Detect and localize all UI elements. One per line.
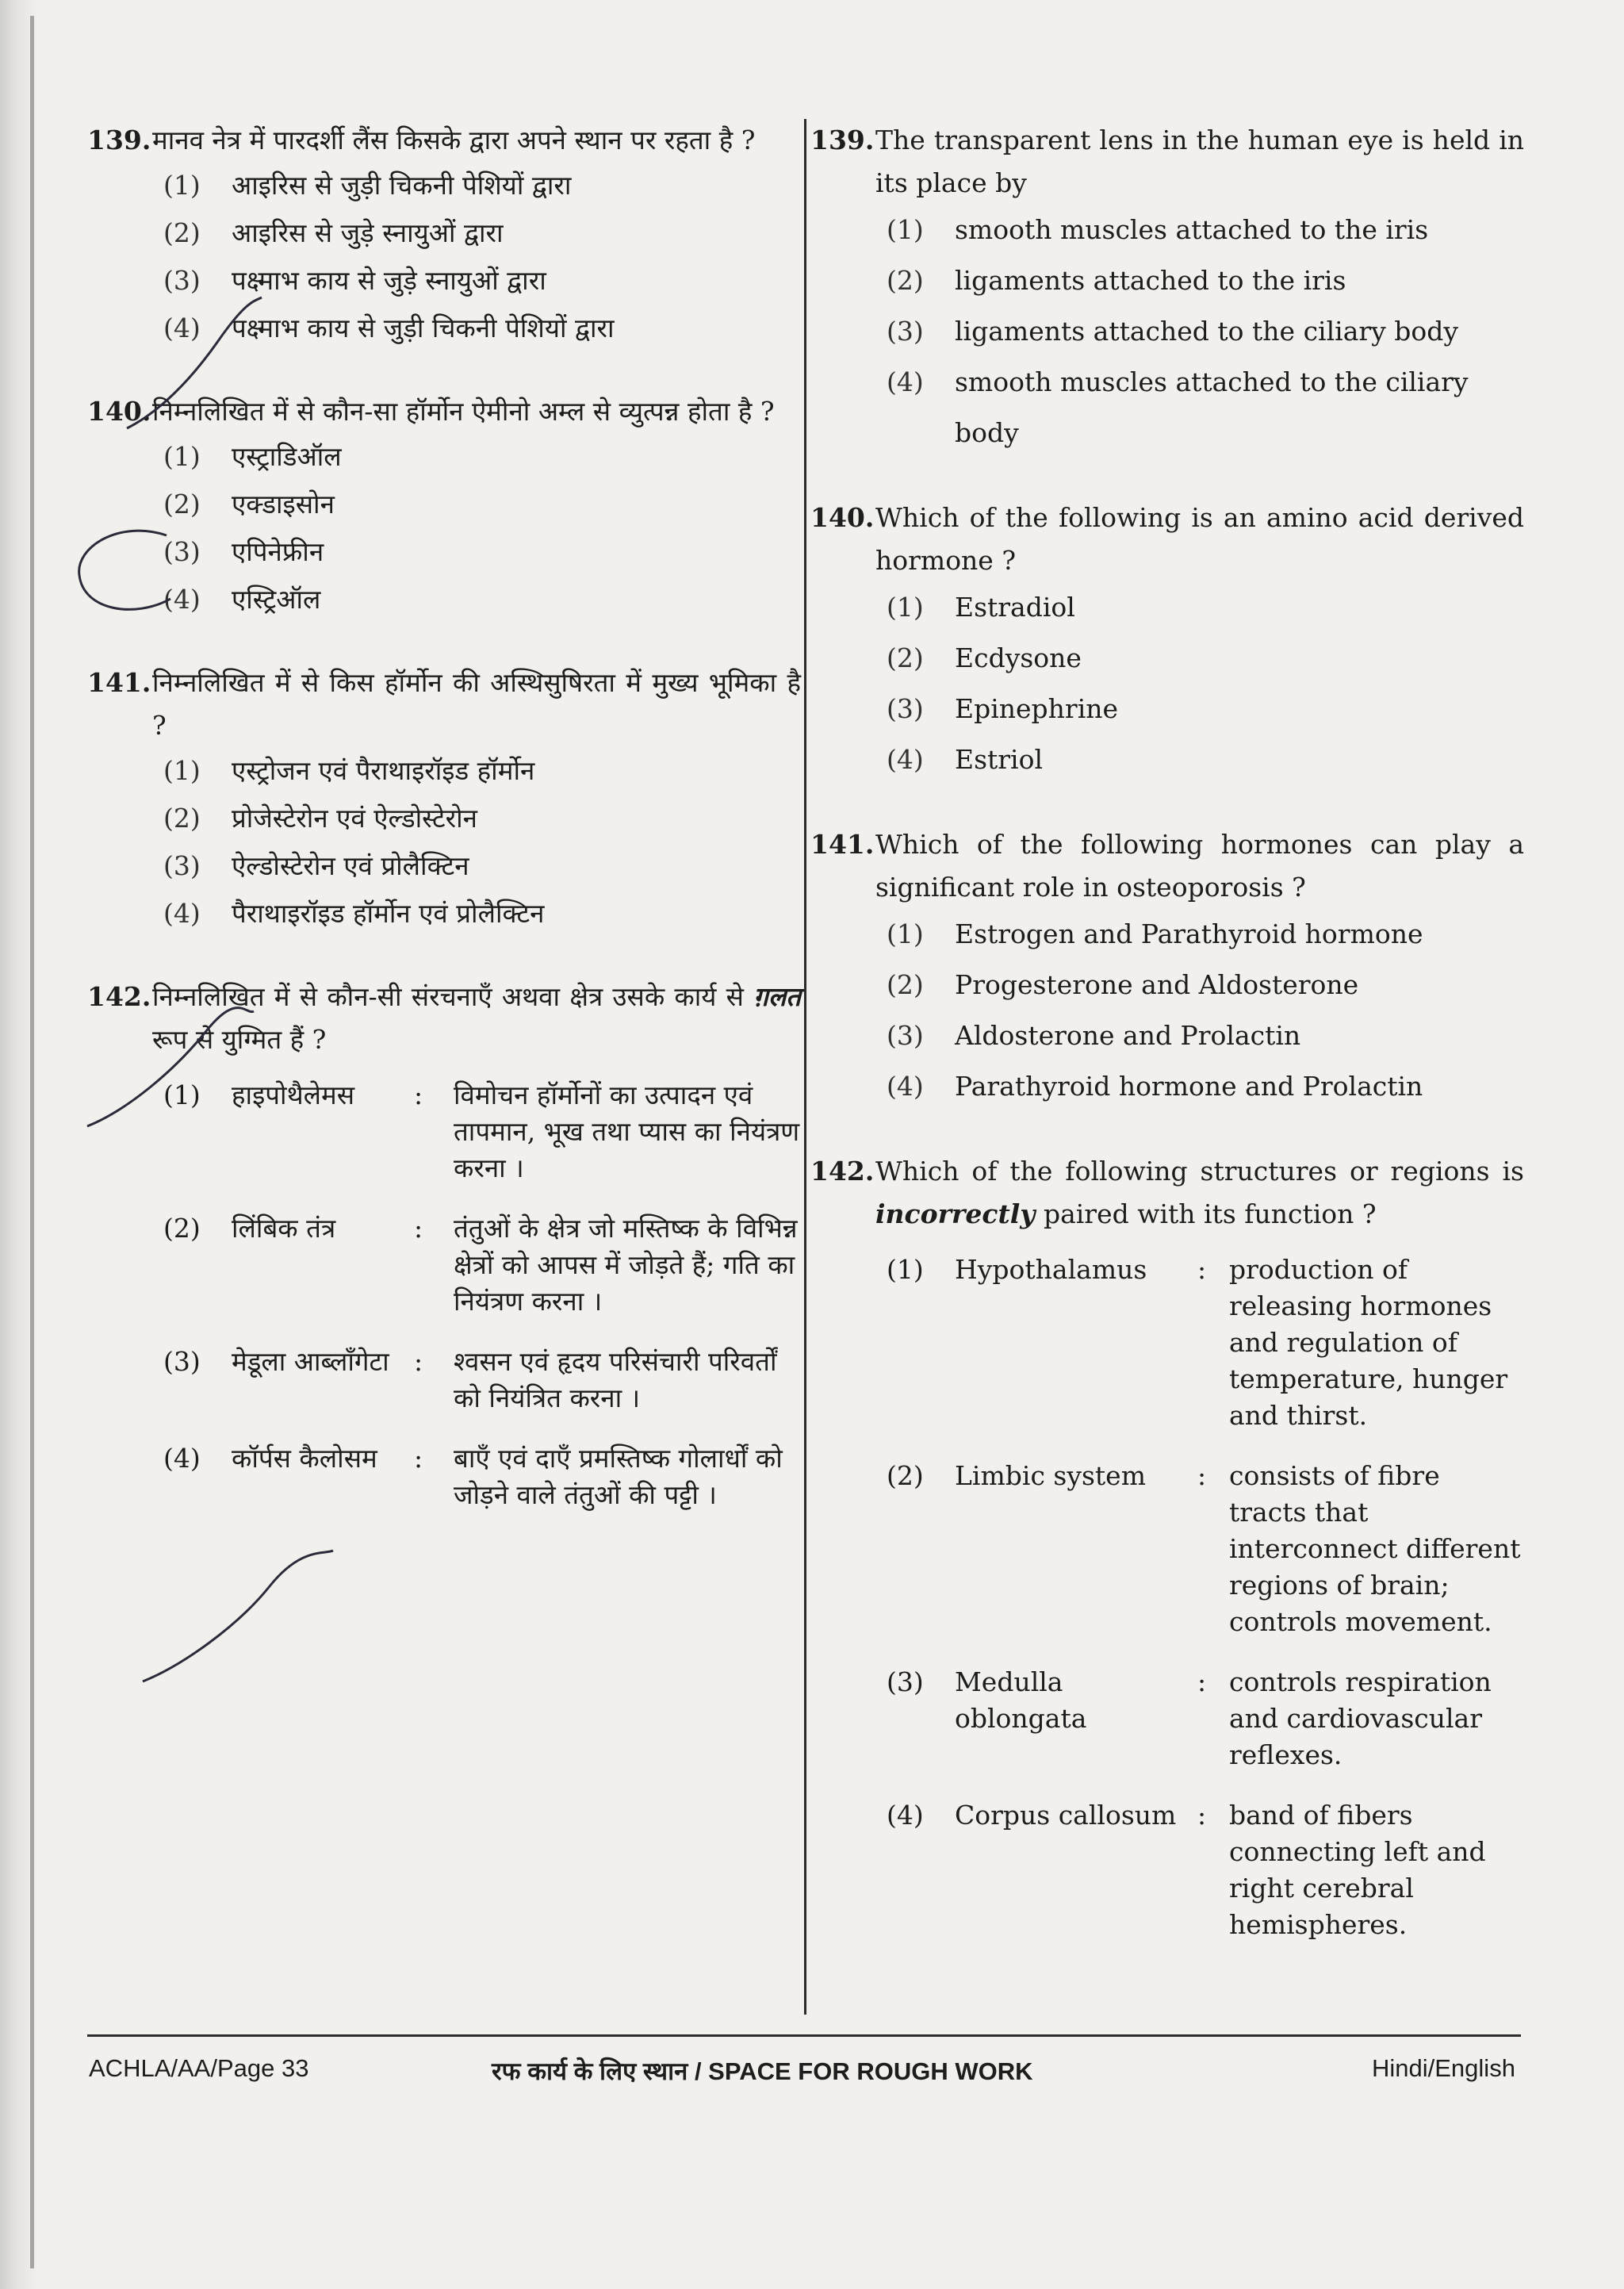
question-text: Which of the following is an amino acid derived hormone ? xyxy=(875,502,1524,576)
question-139-english xyxy=(810,119,1524,458)
colon: : xyxy=(414,1079,423,1110)
question-text-part: रूप से युग्मित हैं ? xyxy=(152,1024,327,1055)
option xyxy=(163,576,801,623)
structure-name: मेडूला आब्लॉंगेटा xyxy=(232,1346,389,1377)
colon: : xyxy=(414,1346,423,1377)
option xyxy=(163,257,801,305)
option-text: प्रोजेस्टेरोन एवं ऐल्डोस्टेरोन xyxy=(232,803,477,834)
structure-name: कॉर्पस कैलोसम xyxy=(232,1443,377,1474)
option-number: (1) xyxy=(163,170,201,201)
question-141-hindi xyxy=(87,661,801,937)
colon: : xyxy=(414,1213,423,1244)
option xyxy=(163,162,801,209)
option-text: पक्ष्माभ काय से जुड़े स्नायुओं द्वारा xyxy=(232,265,546,296)
option xyxy=(887,633,1524,684)
option xyxy=(163,481,801,528)
option-text: आइरिस से जुड़ी चिकनी पेशियों द्वारा xyxy=(232,170,572,201)
option-text: ऐल्डोस्टेरोन एवं प्रोलैक्टिन xyxy=(232,850,469,881)
option-number: (4) xyxy=(887,366,924,397)
option xyxy=(887,1010,1524,1061)
colon: : xyxy=(1197,1800,1207,1831)
function-text: band of fibers connecting left and right cerebral hemispheres. xyxy=(1229,1800,1486,1940)
option-text: एस्ट्राडिऑल xyxy=(232,441,342,472)
colon: : xyxy=(414,1443,423,1474)
option-number: (2) xyxy=(163,489,201,520)
option xyxy=(887,205,1524,255)
option-text: Parathyroid hormone and Prolactin xyxy=(955,1071,1423,1102)
structure-name: Hypothalamus xyxy=(955,1254,1147,1285)
option-number: (2) xyxy=(887,642,924,673)
function-text: consists of fibre tracts that interconnect different regions of brain; controls movement. xyxy=(1229,1460,1521,1637)
footer-rule xyxy=(87,2034,1521,2037)
question-142-hindi xyxy=(87,976,801,1513)
function-text: तंतुओं के क्षेत्र जो मस्तिष्क के विभिन्न क्षेत्रों को आपस में जोड़ते हैं; गति का नियंत्रण करना । xyxy=(454,1213,798,1317)
option-number: (4) xyxy=(163,1443,201,1474)
question-number: 140. xyxy=(810,502,875,533)
question-number: 141. xyxy=(87,667,151,698)
column-divider xyxy=(804,119,806,2015)
question-139-hindi xyxy=(87,119,801,352)
option-number: (1) xyxy=(887,1254,924,1285)
option-number: (1) xyxy=(887,592,924,623)
language-label: Hindi/English xyxy=(1372,2054,1515,2082)
question-141-english xyxy=(810,823,1524,1112)
question-text: Which of the following hormones can play a significant role in osteoporosis ? xyxy=(875,829,1524,903)
match-row xyxy=(887,1797,1524,1943)
structure-name: Corpus callosum xyxy=(955,1800,1177,1831)
option xyxy=(887,357,1524,458)
option-number: (3) xyxy=(163,1346,201,1377)
function-text: production of releasing hormones and regulation of temperature, hunger and thirst. xyxy=(1229,1254,1508,1431)
option xyxy=(163,433,801,481)
question-number: 139. xyxy=(810,125,875,155)
question-text: मानव नेत्र में पारदर्शी लैंस किसके द्वारा अपने स्थान पर रहता है ? xyxy=(152,125,756,155)
question-number: 142. xyxy=(810,1156,875,1187)
english-column xyxy=(810,119,1524,1981)
colon: : xyxy=(1197,1666,1207,1697)
option-text: आइरिस से जुड़े स्नायुओं द्वारा xyxy=(232,217,504,248)
option-text: smooth muscles attached to the ciliary body xyxy=(955,366,1469,448)
structure-name: Limbic system xyxy=(955,1460,1147,1491)
function-text: बाएँ एवं दाएँ प्रमस्तिष्क गोलार्धों को जोड़ने वाले तंतुओं की पट्टी । xyxy=(454,1443,783,1510)
option-text: Estrogen and Parathyroid hormone xyxy=(955,918,1423,949)
question-text xyxy=(875,1150,1524,1236)
option-text: पैराथाइरॉइड हॉर्मोन एवं प्रोलैक्टिन xyxy=(232,898,545,929)
option-number: (4) xyxy=(887,744,924,775)
option-text: Ecdysone xyxy=(955,642,1082,673)
option xyxy=(163,890,801,937)
option-number: (1) xyxy=(887,214,924,245)
structure-name: Medulla oblongata xyxy=(955,1666,1087,1734)
option-text: smooth muscles attached to the iris xyxy=(955,214,1429,245)
hindi-column xyxy=(87,119,801,1551)
option-number: (3) xyxy=(887,316,924,347)
option-number: (2) xyxy=(163,803,201,834)
rough-work-label: रफ कार्य के लिए स्थान / SPACE FOR ROUGH WORK xyxy=(492,2057,1033,2085)
option-number: (4) xyxy=(887,1800,924,1831)
option-text: एक्डाइसोन xyxy=(232,489,335,520)
question-140-hindi xyxy=(87,390,801,623)
match-row xyxy=(887,1252,1524,1434)
colon: : xyxy=(1197,1254,1207,1285)
option xyxy=(163,528,801,576)
option xyxy=(163,209,801,257)
option-number: (1) xyxy=(163,755,201,786)
option-number: (2) xyxy=(887,969,924,1000)
option xyxy=(887,684,1524,734)
match-row xyxy=(163,1210,801,1320)
question-142-english xyxy=(810,1150,1524,1943)
option-number: (2) xyxy=(887,265,924,296)
option-number: (3) xyxy=(887,1666,924,1697)
option-number: (1) xyxy=(163,441,201,472)
option-number: (4) xyxy=(163,898,201,929)
match-row xyxy=(163,1344,801,1417)
question-text xyxy=(152,976,801,1061)
question-text-part: Which of the following structures or regions is xyxy=(875,1156,1524,1187)
option-number: (1) xyxy=(887,918,924,949)
option-text: Aldosterone and Prolactin xyxy=(955,1020,1301,1051)
question-number: 140. xyxy=(87,396,151,427)
option-number: (3) xyxy=(887,1020,924,1051)
option xyxy=(163,747,801,795)
option xyxy=(887,960,1524,1010)
option-number: (3) xyxy=(163,536,201,567)
option-number: (3) xyxy=(163,265,201,296)
option-text: ligaments attached to the ciliary body xyxy=(955,316,1459,347)
option-number: (2) xyxy=(163,217,201,248)
question-text: The transparent lens in the human eye is held in its place by xyxy=(875,125,1524,198)
question-text: निम्नलिखित में से किस हॉर्मोन की अस्थिसुषिरता में मुख्य भूमिका है ? xyxy=(152,667,801,741)
function-text: विमोचन हॉर्मोनों का उत्पादन एवं तापमान, भूख तथा प्यास का नियंत्रण करना । xyxy=(454,1079,800,1183)
question-number: 139. xyxy=(87,125,151,155)
option-number: (2) xyxy=(163,1213,201,1244)
colon: : xyxy=(1197,1460,1207,1491)
function-text: controls respiration and cardiovascular reflexes. xyxy=(1229,1666,1492,1770)
question-number: 141. xyxy=(810,829,875,860)
page-number: ACHLA/AA/Page 33 xyxy=(89,2054,309,2082)
match-row xyxy=(163,1077,801,1187)
option xyxy=(887,734,1524,785)
option-text: Estradiol xyxy=(955,592,1075,623)
option-text: ligaments attached to the iris xyxy=(955,265,1346,296)
option xyxy=(163,842,801,890)
option-text: एस्ट्रोजन एवं पैराथाइरॉइड हॉर्मोन xyxy=(232,755,535,786)
option-text: Epinephrine xyxy=(955,693,1119,724)
option-number: (4) xyxy=(163,584,201,615)
structure-name: लिंबिक तंत्र xyxy=(232,1213,336,1244)
pen-tick-q142 xyxy=(143,1551,333,1681)
emphasized-word: incorrectly xyxy=(875,1198,1036,1229)
option-text: पक्ष्माभ काय से जुड़ी चिकनी पेशियों द्वारा xyxy=(232,312,615,343)
question-text-part: paired with its function ? xyxy=(1035,1198,1377,1229)
option xyxy=(887,255,1524,306)
question-number: 142. xyxy=(87,981,151,1012)
option-number: (2) xyxy=(887,1460,924,1491)
option-text: एस्ट्रिऑल xyxy=(232,584,321,615)
match-row xyxy=(887,1458,1524,1640)
option-text: एपिनेफ्रीन xyxy=(232,536,324,567)
function-text: श्वसन एवं हृदय परिसंचारी परिवर्तों को नियंत्रित करना । xyxy=(454,1346,777,1413)
question-140-english xyxy=(810,497,1524,785)
option-number: (4) xyxy=(163,312,201,343)
match-row xyxy=(163,1440,801,1513)
option xyxy=(887,582,1524,633)
option xyxy=(887,1061,1524,1112)
option-number: (4) xyxy=(887,1071,924,1102)
option xyxy=(163,795,801,842)
option-text: Estriol xyxy=(955,744,1044,775)
option-number: (1) xyxy=(163,1079,201,1110)
option xyxy=(887,306,1524,357)
match-row xyxy=(887,1664,1524,1773)
emphasized-word: ग़लत xyxy=(753,981,801,1012)
option xyxy=(887,909,1524,960)
option-text: Progesterone and Aldosterone xyxy=(955,969,1359,1000)
structure-name: हाइपोथैलेमस xyxy=(232,1079,355,1110)
option-number: (3) xyxy=(163,850,201,881)
question-text: निम्नलिखित में से कौन-सा हॉर्मोन ऐमीनो अम्ल से व्युत्पन्न होता है ? xyxy=(152,396,775,427)
option-number: (3) xyxy=(887,693,924,724)
question-text-part: निम्नलिखित में से कौन-सी संरचनाएँ अथवा क्षेत्र उसके कार्य से xyxy=(152,981,754,1012)
option xyxy=(163,305,801,352)
scan-binding-line xyxy=(30,16,34,2268)
